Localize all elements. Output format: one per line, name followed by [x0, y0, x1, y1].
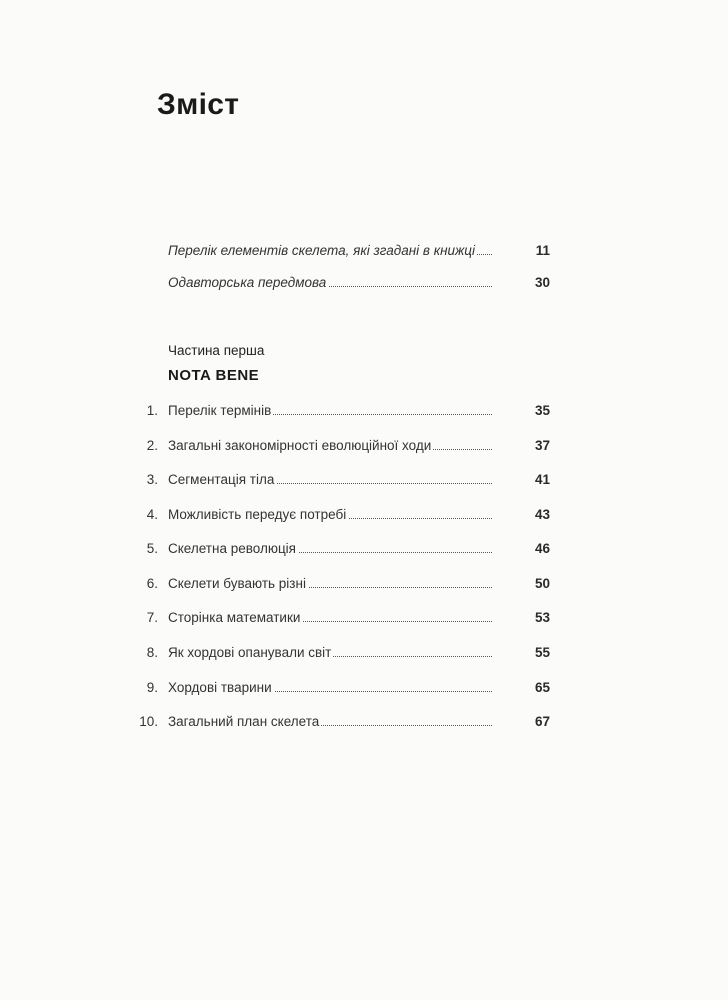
- chapter-number: 8.: [146, 645, 158, 660]
- page-title: Зміст: [157, 88, 240, 121]
- toc-entry-page: 46: [534, 541, 550, 556]
- toc-entry-page: 65: [534, 680, 550, 695]
- toc-entry-label: Сегментація тіла: [168, 469, 276, 491]
- toc-entry-chapter-2[interactable]: [130, 435, 550, 457]
- toc-entry-chapter-4[interactable]: [130, 504, 550, 526]
- toc-entry-page: 41: [534, 472, 550, 487]
- chapter-number: 2.: [146, 438, 158, 453]
- toc-entry-chapter-5[interactable]: [130, 538, 550, 560]
- toc-entry-page: 55: [534, 645, 550, 660]
- chapter-number: 5.: [146, 541, 158, 556]
- toc-entry-page: 30: [534, 275, 550, 290]
- toc-entry-chapter-6[interactable]: [130, 573, 550, 595]
- toc-entry-front-2[interactable]: [130, 272, 550, 294]
- toc-entry-label: Одавторська передмова: [168, 272, 328, 294]
- toc-entry-front-1[interactable]: [130, 240, 550, 262]
- toc-entry-label: Як хордові опанували світ: [168, 642, 333, 664]
- toc-entry-page: 11: [535, 243, 550, 258]
- toc-entry-label: Перелік термінів: [168, 400, 273, 422]
- toc-entry-page: 35: [534, 403, 550, 418]
- chapter-number: 3.: [146, 472, 158, 487]
- toc-entry-label: Загальний план скелета: [168, 711, 321, 733]
- toc-entry-chapter-9[interactable]: [130, 677, 550, 699]
- toc-entry-page: 50: [534, 576, 550, 591]
- toc-entry-page: 53: [534, 610, 550, 625]
- part-label: Частина перша: [168, 343, 265, 358]
- toc-entry-chapter-7[interactable]: [130, 607, 550, 629]
- toc-entry-chapter-8[interactable]: [130, 642, 550, 664]
- part-title: NOTA BENE: [168, 367, 260, 384]
- chapter-number: 4.: [146, 507, 158, 522]
- toc-entry-label: Перелік елементів скелета, які згадані в книжці: [168, 240, 477, 262]
- toc-entry-page: 43: [534, 507, 550, 522]
- toc-entry-label: Загальні закономірності еволюційної ходи: [168, 435, 433, 457]
- toc-entry-label: Сторінка математики: [168, 607, 302, 629]
- chapter-number: 10.: [139, 714, 158, 729]
- chapter-number: 7.: [146, 610, 158, 625]
- chapter-number: 1.: [146, 403, 158, 418]
- toc-entry-page: 37: [534, 438, 550, 453]
- toc-entry-label: Можливість передує потребі: [168, 504, 348, 526]
- chapter-number: 6.: [146, 576, 158, 591]
- toc-entry-chapter-3[interactable]: [130, 469, 550, 491]
- toc-entry-label: Скелетна революція: [168, 538, 298, 560]
- chapter-number: 9.: [146, 680, 158, 695]
- toc-entry-label: Хордові тварини: [168, 677, 274, 699]
- toc-entry-page: 67: [534, 714, 550, 729]
- toc-entry-chapter-10[interactable]: [130, 711, 550, 733]
- toc-entry-chapter-1[interactable]: [130, 400, 550, 422]
- toc-entry-label: Скелети бувають різні: [168, 573, 308, 595]
